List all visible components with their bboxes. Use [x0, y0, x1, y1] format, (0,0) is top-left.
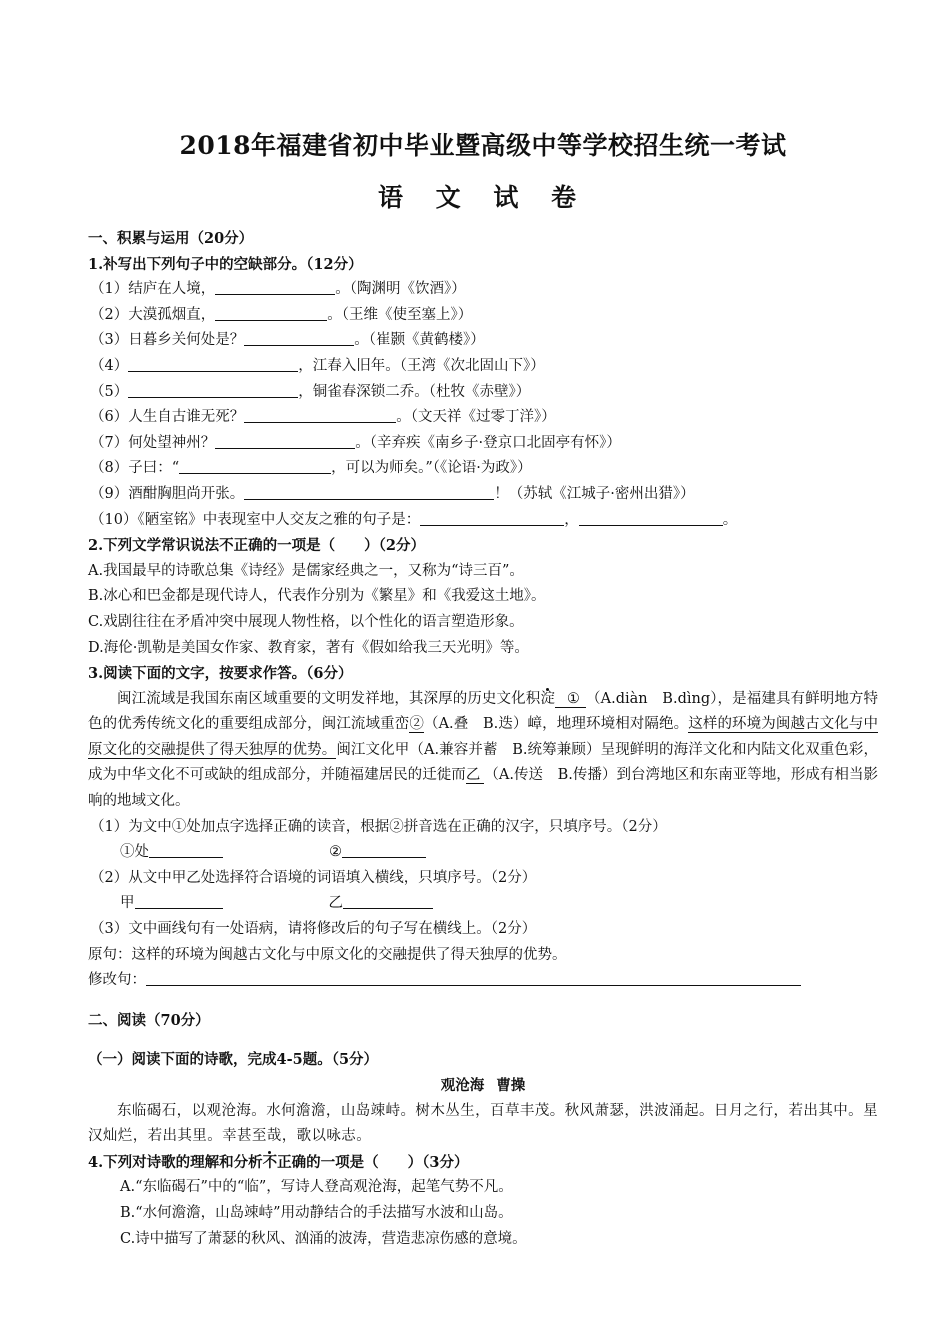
q4-option-c: C.诗中描写了萧瑟的秋风、汹涌的波涛，营造悲凉伤感的意境。: [120, 1230, 527, 1247]
answer-blank[interactable]: [244, 406, 396, 423]
poem-title: 观沧海 曹操: [440, 1077, 526, 1094]
q2-option-a: A.我国最早的诗歌总集《诗经》是儒家经典之一，又称为“诗三百”。: [88, 562, 524, 579]
answer-line[interactable]: [146, 969, 801, 986]
poem-text: 东临碣石，以观沧海。水何澹澹，山岛竦峙。树木丛生，百草丰茂。秋风萧瑟，洪波涌起。日月之行，若出其中。星汉灿烂，若出其里。幸甚至哉，歌以咏志。: [88, 1102, 878, 1145]
answer-blank[interactable]: [215, 432, 355, 449]
exam-subtitle: 语 文 试 卷: [377, 183, 589, 212]
q3-stem: 3.阅读下面的文字，按要求作答。（6分）: [88, 665, 353, 683]
answer-blank[interactable]: [343, 892, 433, 909]
answer-blank[interactable]: [244, 483, 494, 500]
answer-blank[interactable]: [244, 329, 354, 346]
q1-item-1: （1）结庐在人境， 。（陶渊明《饮酒》）: [88, 277, 878, 303]
q1-item-8: （8）子曰：“ ，可以为师矣。”（《论语·为政》）: [88, 456, 878, 482]
q1-item-5: （5） ，铜雀春深锁二乔。（杜牧《赤壁》）: [88, 380, 878, 406]
q1-item-9: （9）酒酣胸胆尚开张。 ！（苏轼《江城子·密州出猎》）: [88, 482, 878, 508]
exam-page: [88, 118, 878, 1252]
answer-blank[interactable]: [579, 509, 723, 526]
q2-option-d: D.海伦·凯勒是美国女作家、教育家，著有《假如给我三天光明》等。: [88, 639, 529, 656]
answer-blank[interactable]: [149, 841, 223, 858]
underlined-sentence: 这样的环境为闽越古文化与中原文化的交融提供了得天独厚的优势。: [88, 716, 879, 758]
q3-sub2-answers: 甲 乙: [88, 891, 878, 917]
q4-stem: 4.下列对诗歌的理解和分析不正确的一项是（ ）（3分）: [88, 1153, 469, 1171]
q3-sub2: （2）从文中甲乙处选择符合语境的词语填入横线，只填序号。（2分）: [90, 869, 537, 886]
answer-blank[interactable]: [179, 457, 331, 474]
answer-blank[interactable]: [342, 841, 426, 858]
answer-blank[interactable]: [135, 892, 223, 909]
exam-title: 2018年福建省初中毕业暨高级中等学校招生统一考试: [179, 131, 787, 160]
q1-item-2: （2）大漠孤烟直， 。（王维《使至塞上》）: [88, 303, 878, 329]
answer-blank[interactable]: [128, 355, 298, 372]
section2-heading: 二、阅读（70分）: [88, 1011, 210, 1029]
q3-sub3: （3）文中画线句有一处语病，请将修改后的句子写在横线上。（2分）: [90, 921, 537, 938]
q3-sub1: （1）为文中①处加点字选择正确的读音，根据②拼音选在正确的汉字，只填序号。（2分）: [90, 818, 667, 835]
q4-option-b: B.“水何澹澹，山岛竦峙”用动静结合的手法描写水波和山岛。: [120, 1204, 513, 1221]
answer-blank[interactable]: [420, 509, 564, 526]
q2-option-b: B.冰心和巴金都是现代诗人，代表作分别为《繁星》和《我爱这土地》。: [88, 588, 546, 605]
q1-item-4: （4） ，江春入旧年。（王湾《次北固山下》）: [88, 354, 878, 380]
q3-original-sentence: 原句：这样的环境为闽越古文化与中原文化的交融提供了得天独厚的优势。: [88, 946, 567, 963]
q1-item-3: （3）日暮乡关何处是？ 。（崔颢《黄鹤楼》）: [88, 328, 878, 354]
q2-option-c: C.戏剧往往在矛盾冲突中展现人物性格，以个性化的语言塑造形象。: [88, 613, 524, 630]
q1-stem: 1.补写出下列句子中的空缺部分。（12分）: [88, 255, 363, 273]
answer-blank[interactable]: [128, 381, 298, 398]
q1-item-10: （10）《陋室铭》中表现室中人交友之雅的句子是： ， 。: [88, 508, 878, 534]
q3-passage: 闽江流域是我国东南区域重要的文明发祥地，其深厚的历史文化积淀 ① （A.diàn B.dìng），是福建具有鲜明地方特色的优秀传统文化的重要组成部分，闽江流域重峦②（A.叠 B.迭）嶂，地理环境相对隔绝。这样的环境为闽越古文化与中原文化的交融提供了得天独厚的优势。闽江文化甲（A.兼容并蓄 B.统筹兼顾）呈现鲜明的海洋文化和内陆文化双重色彩，成为中华文化不可或缺的组成部分，并随福建居民的迁徙而乙 （A.传送 B.传播）到台湾地区和东南亚等地，形成有相当影响的地域文化。: [88, 690, 879, 810]
reading-part1-heading: （一）阅读下面的诗歌，完成4-5题。（5分）: [88, 1051, 379, 1069]
q3-sub1-answers: ①处 ②: [88, 840, 878, 866]
q4-option-a: A.“东临碣石”中的“临”，写诗人登高观沧海，起笔气势不凡。: [120, 1179, 513, 1196]
answer-blank[interactable]: [215, 278, 335, 295]
section1-heading: 一、积累与运用（20分）: [88, 230, 254, 247]
answer-blank[interactable]: [215, 304, 327, 321]
q3-revised-sentence: 修改句：: [88, 968, 878, 994]
q1-item-7: （7）何处望神州？ 。（辛弃疾《南乡子·登京口北固亭有怀》）: [88, 431, 878, 457]
q2-stem: 2.下列文学常识说法不正确的一项是（ ）（2分）: [88, 537, 425, 555]
q1-item-6: （6）人生自古谁无死？ 。（文天祥《过零丁洋》）: [88, 405, 878, 431]
